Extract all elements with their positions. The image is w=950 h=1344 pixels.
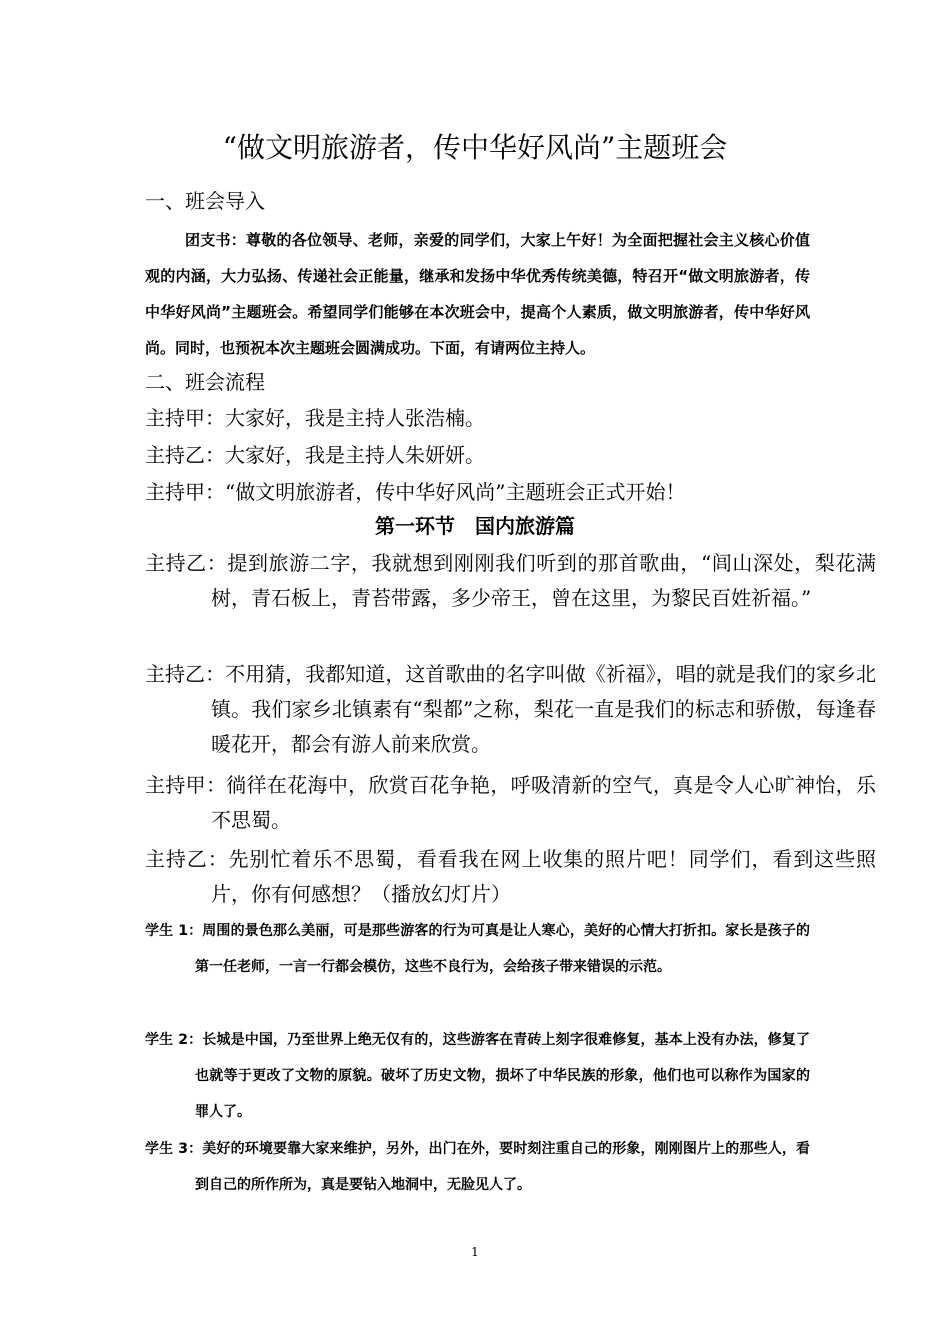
student-response: 学生 1：周围的景色那么美丽，可是那些游客的行为可真是让人寒心，美好的心情大打折扣。家长是孩子的第一任老师，一言一行都会模仿，这些不良行为，会给孩子带来错误的示范。 bbox=[145, 923, 810, 975]
opening-line: 主持甲：“做文明旅游者，传中华好风尚”主题班会正式开始！ bbox=[145, 480, 686, 504]
section-heading-intro: 一、班会导入 bbox=[145, 189, 265, 213]
dialogue-paragraph: 主持乙：不用猜，我都知道，这首歌曲的名字叫做《祈福》，唱的就是我们的家乡北镇。我们家乡北镇素有“梨都”之称，梨花一直是我们的标志和骄傲，每逢春暖花开，都会有游人前来欣赏。 bbox=[145, 662, 876, 756]
dialogue-paragraph: 主持乙：提到旅游二字，我就想到刚刚我们听到的那首歌曲，“闾山深处，梨花满树，青石板上，青苔带露，多少帝王，曾在这里，为黎民百姓祈福。” bbox=[145, 551, 876, 610]
student-response: 学生 3：美好的环境要靠大家来维护，另外，出门在外，要时刻注重自己的形象，刚刚图片上的那些人，看到自己的所作所为，真是要钻入地洞中，无脸见人了。 bbox=[145, 1141, 810, 1193]
intro-paragraph: 团支书：尊敬的各位领导、老师，亲爱的同学们，大家上午好！为全面把握社会主义核心价值观的内涵，大力弘扬、传递社会正能量，继承和发扬中华优秀传统美德，特召开“做文明旅游者，传中华好风尚”主题班会。希望同学们能够在本次班会中，提高个人素质，做文明旅游者，传中华好风尚。同时，也预祝本次主题班会圆满成功。下面，有请两位主持人。 bbox=[145, 231, 810, 357]
dialogue-paragraph: 主持甲：徜徉在花海中，欣赏百花争艳，呼吸清新的空气，真是令人心旷神怡，乐不思蜀。 bbox=[145, 773, 876, 832]
student-response: 学生 2：长城是中国，乃至世界上绝无仅有的，这些游客在青砖上刻字很难修复，基本上没有办法，修复了也就等于更改了文物的原貌。破坏了历史文物，损坏了中华民族的形象，他们也可以称作为国家的罪人了。 bbox=[145, 1032, 810, 1120]
opening-line: 主持甲：大家好，我是主持人张浩楠。 bbox=[145, 406, 485, 430]
dialogue-paragraph: 主持乙：先别忙着乐不思蜀，看看我在网上收集的照片吧！同学们，看到这些照片，你有何感想？（播放幻灯片） bbox=[145, 847, 876, 906]
document-title: “做文明旅游者，传中华好风尚”主题班会 bbox=[222, 131, 728, 164]
opening-line: 主持乙：大家好，我是主持人朱妍妍。 bbox=[145, 443, 485, 467]
segment-heading: 第一环节 国内旅游篇 bbox=[375, 514, 575, 538]
section-heading-process: 二、班会流程 bbox=[145, 370, 265, 394]
page-number: 1 bbox=[471, 1245, 479, 1259]
